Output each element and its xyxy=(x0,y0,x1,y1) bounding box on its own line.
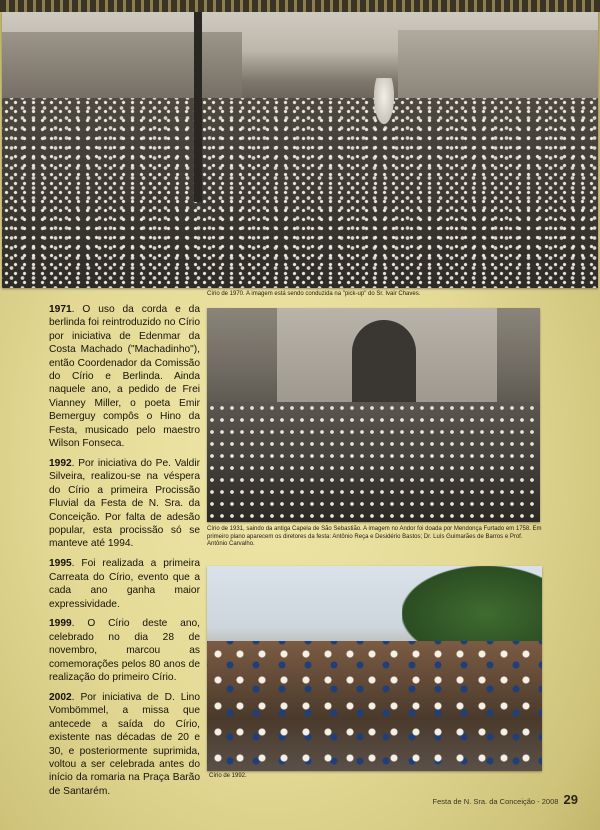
entry-1971: 1971. O uso da corda e da berlinda foi reintroduzido no Círio por iniciativa de Edenmar da Costa Machado ("Machadinho"), então Coordenador da Comissão do Círio e Berlinda. Ainda naquele ano, a pedido de Frei Vianney Miller, o poeta Emir Bemerguy compôs o Hino da Festa, musicado pelo maestro Wilson Fonseca. xyxy=(49,304,200,450)
history-text xyxy=(49,303,200,805)
caption-1970: Círio de 1970. A imagem está sendo conduzida na "pick-up" do Sr. Ivair Chaves. xyxy=(207,291,421,297)
entry-1999: 1999. O Círio deste ano, celebrado no dia 28 de novembro, marcou as comemorações pelos 80 anos de realização do primeiro Círio. xyxy=(49,618,200,684)
caption-1931: Círio de 1931, saindo da antiga Capela de São Sebastião. A imagem no Andor foi doada por Mendonça Furtado em 1758. Em primeiro plano aparecem os diretores da festa: Antônio Reça e Desidério Bastos; Dr. Luís Guimarães de Barros e Prof. Antônio Carvalho. xyxy=(207,526,542,547)
top-border xyxy=(0,0,600,12)
photo-cirio-1992 xyxy=(207,566,542,771)
entry-1995: 1995. Foi realizada a primeira Carreata do Círio, evento que a cada ano ganha maior expressividade. xyxy=(49,558,200,610)
photo-cirio-1970 xyxy=(2,12,598,288)
footer-title: Festa de N. Sra. da Conceição - 2008 xyxy=(432,797,559,806)
page-footer xyxy=(433,792,578,807)
entry-2002: 2002. Por iniciativa de D. Lino Vombömmel, a missa que antecede a saída do Círio, existente nas décadas de 20 e 30, e posteriormente suprimida, voltou a ser celebrada antes do início da romaria na Praça Barão de Santarém. xyxy=(49,691,200,797)
page-number: 29 xyxy=(563,792,578,807)
caption-1992: Círio de 1992. xyxy=(209,773,247,779)
photo-cirio-1931 xyxy=(207,308,540,522)
entry-1992: 1992. Por iniciativa do Pe. Valdir Silveira, realizou-se na véspera do Círio a primeira Procissão Fluvial da Festa de N. Sra. da Conceição. Por falta de adesão popular, esta procissão só se manteve até 1994. xyxy=(49,457,200,550)
